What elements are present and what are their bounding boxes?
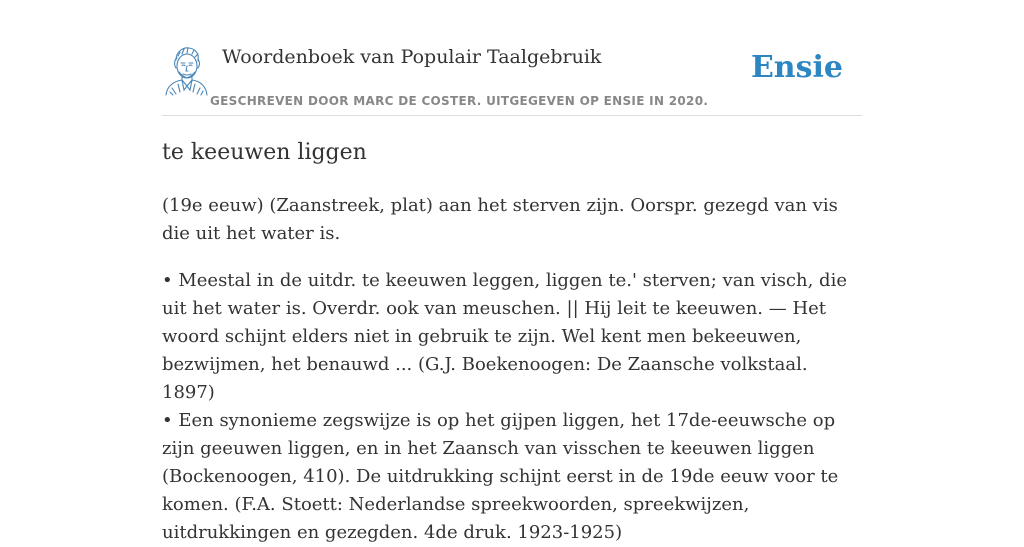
entry-definition: (19e eeuw) (Zaanstreek, plat) aan het sterven zijn. Oorspr. gezegd van vis die uit het water is. xyxy=(162,195,838,244)
ensie-logo[interactable]: Ensie xyxy=(750,50,843,85)
entry-quote: • Een synonieme zegswijze is op het gijpen liggen, het 17de-eeuwsche op zijn geeuwen liggen, en in het Zaansch van visschen te keeuwen liggen (Bockenoogen, 410). De uitdrukking schijnt eerst in de 19de eeuw voor te komen. (F.A. Stoett: Nederlandse spreekwoorden, spreekwijzen, uitdrukkingen en gezegden. 4de druk. 1923-1925) xyxy=(162,410,839,543)
entry-content xyxy=(162,192,862,547)
entry-title: te keeuwen liggen xyxy=(162,140,367,165)
book-byline: GESCHREVEN DOOR MARC DE COSTER. UITGEGEVEN OP ENSIE IN 2020. xyxy=(210,94,709,108)
author-portrait-icon[interactable] xyxy=(164,46,208,96)
book-title[interactable]: Woordenboek van Populair Taalgebruik xyxy=(222,46,602,68)
book-header xyxy=(162,40,862,116)
entry-quote: • Meestal in de uitdr. te keeuwen leggen, liggen te.' sterven; van visch, die uit het water is. Overdr. ook van meuschen. || Hij leit te keeuwen. — Het woord schijnt elders niet in gebruik te zijn. Wel kent men bekeeuwen, bezwijmen, het benauwd ... (G.J. Boekenoogen: De Zaansche volkstaal. 1897) xyxy=(162,270,847,403)
